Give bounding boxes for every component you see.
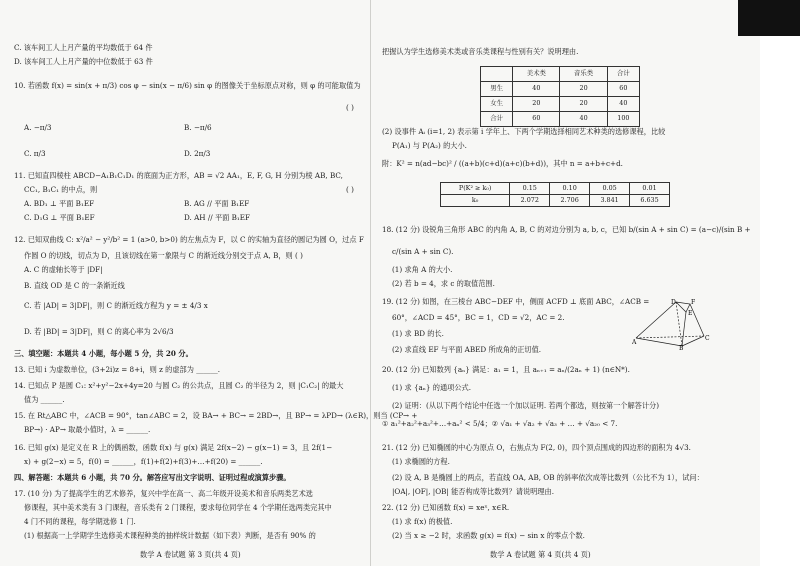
q18-part1: (1) 求角 A 的大小. bbox=[392, 265, 453, 274]
q22-part1: (1) 求 f(x) 的极值. bbox=[392, 517, 453, 526]
q21-part2-cont: |OA|, |OF|, |OB| 能否构成等比数列？请说明理由. bbox=[392, 487, 555, 496]
q9-option-c: C. 该车间工人上月产量的平均数低于 64 件 bbox=[14, 43, 153, 52]
left-page-footer: 数学 A 卷试题 第 3 页(共 4 页) bbox=[140, 550, 241, 559]
table-header-cell: 美术类 bbox=[513, 67, 560, 82]
q17-part2-cont: P(A₁) 与 P(A₂) 的大小. bbox=[392, 141, 467, 150]
table-header-cell: P(K² ≥ k₀) bbox=[441, 183, 510, 195]
q18-stem-cont: c/(sin A + sin C). bbox=[392, 247, 454, 256]
q9-option-d: D. 该车间工人上月产量的中位数低于 63 件 bbox=[14, 57, 153, 66]
q17-part1-cont: 把握认为学生选修美术类或音乐类课程与性别有关？说明理由. bbox=[382, 47, 579, 56]
q19-stem-cont: 60°，∠ACD = 45°，BC = 1，CD = √2，AC = 2. bbox=[392, 313, 565, 322]
table-header-cell: 0.15 bbox=[510, 183, 550, 195]
q10-stem: 10. 若函数 f(x) = sin(x + π/3) cos φ − sin(x − π/6) sin φ 的图像关于坐标原点对称，则 φ 的可能取值为 bbox=[14, 81, 361, 90]
critical-value-table bbox=[440, 182, 670, 207]
q12-stem-cont: 作圆 O 的切线，切点为 D，且该切线在第一象限与 C 的渐近线分别交于点 A, B，则 ( ) bbox=[24, 251, 303, 260]
q22-stem: 22. (12 分) 已知函数 f(x) = xeˣ, x∈R. bbox=[382, 503, 510, 512]
q13: 13. 已知 i 为虚数单位，(3+2i)z = 8+i，则 z 的虚部为 ______. bbox=[14, 365, 221, 374]
table-cell: 20 bbox=[560, 97, 607, 112]
q11-option-b: B. AG // 平面 B₁EF bbox=[184, 199, 250, 208]
q19-part1: (1) 求 BD 的长. bbox=[392, 329, 444, 338]
q10-option-d: D. 2π/3 bbox=[184, 149, 211, 158]
q11-option-a: A. BD₁ ⊥ 平面 B₁EF bbox=[24, 199, 95, 208]
section-solution-heading: 四、解答题：本题共 6 小题，共 70 分。解答应写出文字说明、证明过程或演算步骤。 bbox=[14, 473, 291, 482]
q20-part1: (1) 求 {aₙ} 的通项公式. bbox=[392, 383, 471, 392]
scan-edge bbox=[738, 0, 800, 36]
q19-part2: (2) 求直线 EF 与平面 ABED 所成角的正切值. bbox=[392, 345, 542, 354]
q17-stem-cont-1: 修课程，其中美术类有 3 门课程，音乐类有 2 门课程，要求每位同学在 4 个学期任选两类完其中 bbox=[24, 503, 332, 512]
table-row bbox=[481, 82, 640, 97]
q21-part2: (2) 设 A, B 是椭圆上的两点，若直线 OA, AB, OB 的斜率依次成等比数列（公比不为 1），试问： bbox=[392, 473, 704, 482]
right-page-footer: 数学 A 卷试题 第 4 页(共 4 页) bbox=[490, 550, 591, 559]
q11-stem: 11. 已知直四棱柱 ABCD−A₁B₁C₁D₁ 的底面为正方形，AB = √2 AA₁，E, F, G, H 分别为棱 AB, BC, bbox=[14, 171, 343, 180]
q14-stem-cont: 值为 ______. bbox=[24, 395, 65, 404]
q17-stem: 17. (10 分) 为了提高学生的艺术修养，复兴中学在高一、高二年级开设美术和音乐两类艺术选 bbox=[14, 489, 313, 498]
q20-options: ① a₁²+a₂²+a₃²+…+aₙ² < 5/4；② √a₁ + √a₂ + √a₃ + … + √a₂₀ < 7. bbox=[382, 419, 618, 428]
table-row bbox=[481, 112, 640, 127]
q12-option-a: A. C 的虚轴长等于 |DF| bbox=[24, 265, 103, 274]
q21-stem: 21. (12 分) 已知椭圆的中心为原点 O，右焦点为 F(2, 0)，四个顶点围成的四边形的面积为 4√3. bbox=[382, 443, 691, 452]
q16-stem-cont: x) + g(2−x) = 5，f(0) = ______，f(1)+f(2)+f(3)+…+f(20) = ______. bbox=[24, 457, 263, 466]
q22-part2: (2) 当 x ≥ −2 时，求函数 g(x) = f(x) − sin x 的零点个数. bbox=[392, 531, 585, 540]
table-cell: 40 bbox=[560, 112, 607, 127]
table-cell: 男生 bbox=[481, 82, 513, 97]
q18-part2: (2) 若 b = 4，求 c 的取值范围. bbox=[392, 279, 495, 288]
table-cell: k₀ bbox=[441, 195, 510, 207]
q11-stem-cont: CC₁, B₁C₁ 的中点，则 bbox=[24, 185, 98, 194]
q18-stem: 18. (12 分) 设锐角三角形 ABC 的内角 A, B, C 的对边分别为 a, b, c，已知 b/(sin A + sin C) = (a−c)/(sin B + bbox=[382, 225, 751, 234]
q17-part2: (2) 设事件 Aᵢ (i=1, 2) 表示第 i 学年上、下两个学期选择相同艺术种类的选修课程，比较 bbox=[382, 127, 666, 136]
table-cell: 40 bbox=[513, 82, 560, 97]
q12-option-b: B. 直线 OD 是 C 的一条渐近线 bbox=[24, 281, 125, 290]
q20-part2: (2) 证明：(从以下两个结论中任选一个加以证明. 若两个都选，则按第一个解答计分) bbox=[392, 401, 660, 410]
page-fold bbox=[370, 0, 371, 566]
table-header-cell: 0.10 bbox=[550, 183, 590, 195]
section-fill-in-heading: 三、填空题：本题共 4 小题，每小题 5 分，共 20 分。 bbox=[14, 349, 193, 358]
q15-stem-cont: BP→) · AP→ 取最小值时，λ = ______. bbox=[24, 425, 151, 434]
table-cell: 合计 bbox=[481, 112, 513, 127]
q11-answer-blank: ( ) bbox=[346, 185, 354, 194]
diagram-label: E bbox=[688, 310, 693, 317]
table-header-cell bbox=[481, 67, 513, 82]
table-header-cell: 音乐类 bbox=[560, 67, 607, 82]
prism-diagram bbox=[632, 298, 710, 350]
q11-option-d: D. AH // 平面 B₁EF bbox=[184, 213, 251, 222]
q17-part1: (1) 根据高一上学期学生选修美术课程种类的抽样统计数据（如下表）判断，是否有 90% 的 bbox=[24, 531, 316, 540]
q10-answer-blank: ( ) bbox=[346, 103, 354, 112]
contingency-table bbox=[480, 66, 640, 127]
table-cell: 2.072 bbox=[510, 195, 550, 207]
table-row bbox=[441, 183, 670, 195]
table-header-cell: 合计 bbox=[607, 67, 639, 82]
table-cell: 60 bbox=[607, 82, 639, 97]
q20-stem: 20. (12 分) 已知数列 {aₙ} 满足：a₁ = 1，且 aₙ₊₁ = aₙ/(2aₙ + 1) (n∈N*). bbox=[382, 365, 630, 374]
q11-option-c: C. D₁G ⊥ 平面 B₁EF bbox=[24, 213, 95, 222]
table-row bbox=[481, 67, 640, 82]
q16-stem: 16. 已知 g(x) 是定义在 R 上的偶函数，函数 f(x) 与 g(x) 满足 2f(x−2) − g(x−1) = 3，且 2f(1− bbox=[14, 443, 333, 452]
q17-stem-cont-2: 4 门不同的课程，每学期选修 1 门. bbox=[24, 517, 136, 526]
q17-formula-note: 附：K² = n(ad−bc)² / ((a+b)(c+d)(a+c)(b+d))，其中 n = a+b+c+d. bbox=[382, 159, 623, 168]
table-cell: 6.635 bbox=[630, 195, 670, 207]
q19-stem: 19. (12 分) 如图，在三棱台 ABC−DEF 中，侧面 ACFD ⊥ 底面 ABC，∠ACB = bbox=[382, 297, 650, 306]
table-header-cell: 0.05 bbox=[590, 183, 630, 195]
table-cell: 2.706 bbox=[550, 195, 590, 207]
table-cell: 60 bbox=[513, 112, 560, 127]
q10-option-b: B. −π/6 bbox=[184, 123, 212, 132]
table-cell: 100 bbox=[607, 112, 639, 127]
table-cell: 40 bbox=[607, 97, 639, 112]
diagram-label: D bbox=[671, 299, 676, 306]
table-cell: 20 bbox=[560, 82, 607, 97]
table-header-cell: 0.01 bbox=[630, 183, 670, 195]
q12-option-d: D. 若 |BD| = 3|DF|，则 C 的离心率为 2√6/3 bbox=[24, 327, 174, 336]
q10-option-c: C. π/3 bbox=[24, 149, 46, 158]
table-cell: 女生 bbox=[481, 97, 513, 112]
q15-stem: 15. 在 Rt△ABC 中，∠ACB = 90°，tan∠ABC = 2，设 BA→ + BC→ = 2BD→，且 BP→ = λPD→ (λ∈R)，则当 (CP→ + bbox=[14, 411, 418, 420]
diagram-label: A bbox=[632, 339, 637, 346]
table-row bbox=[441, 195, 670, 207]
table-cell: 3.841 bbox=[590, 195, 630, 207]
diagram-label: C bbox=[705, 335, 710, 342]
diagram-label: B bbox=[679, 345, 684, 350]
table-row bbox=[481, 97, 640, 112]
q12-stem: 12. 已知双曲线 C: x²/a² − y²/b² = 1 (a>0, b>0) 的左焦点为 F，以 C 的实轴为直径的圆记为圆 O，过点 F bbox=[14, 235, 364, 244]
q12-option-c: C. 若 |AD| = 3|DF|，则 C 的渐近线方程为 y = ± 4/3 x bbox=[24, 301, 208, 310]
diagram-label: F bbox=[691, 299, 696, 306]
q14-stem: 14. 已知点 P 是圆 C₁: x²+y²−2x+4y=20 与圆 C₂ 的公共点，且圆 C₂ 的半径为 2，则 |C₁C₂| 的最大 bbox=[14, 381, 344, 390]
q21-part1: (1) 求椭圆的方程. bbox=[392, 457, 450, 466]
table-cell: 20 bbox=[513, 97, 560, 112]
q10-option-a: A. −π/3 bbox=[24, 123, 52, 132]
